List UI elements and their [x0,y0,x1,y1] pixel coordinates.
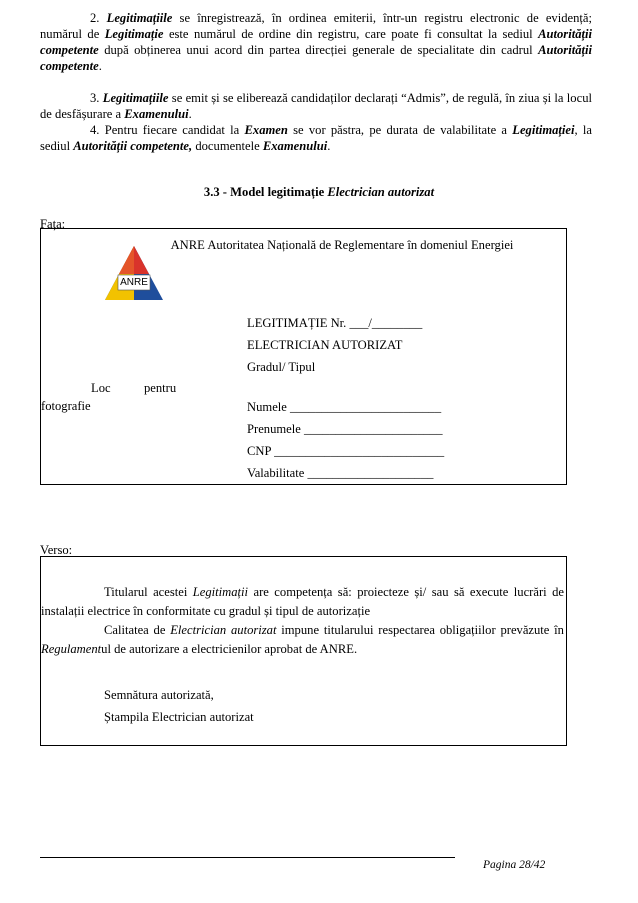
field-first-name: Prenumele ______________________ [247,422,443,436]
back-paragraph-2: Calitatea de Electrician autorizat impune titularului respectarea obligațiilor prevăzute în Regulamentul de autorizare a electricienilor aprobat de ANRE. [41,623,564,656]
field-validity: Valabilitate ____________________ [247,466,434,480]
front-label: Fața: [40,217,66,231]
photo-placeholder-pentru: pentru [144,381,177,395]
field-grade-type: Gradul/ Tipul [247,360,316,374]
paragraph-2: 2. Legitimațiile se înregistrează, în ordinea emiterii, într-un registru electronic de evidență; numărul de Legitimație este numărul de ordine din registru, care poate fi consultat la sediul Autorității competente după obținerea unui acord din partea direcției generale de specialitate din cadrul Autorității competente. [40,11,592,73]
back-paragraph-1: Titularul acestei Legitimații are competența să: proiecteze și/ sau să execute lucrări de instalații electrice în conformitate cu gradul și tipul de autorizație [41,585,564,618]
front-card [40,228,567,485]
field-cnp: CNP ___________________________ [247,444,445,458]
photo-placeholder-fotografie: fotografie [41,399,91,413]
paragraph-3: 3. Legitimațiile se emit și se eliberează candidaților declarați “Admis”, de regulă, în ziua și la locul de desfășurare a Examenului. [40,91,592,121]
logo-text: ANRE [120,277,148,288]
field-license-number: LEGITIMAȚIE Nr. ___/________ [247,316,423,330]
anre-logo [104,245,164,301]
photo-placeholder-loc: Loc [91,381,111,395]
footer-rule [40,857,455,858]
page-number: Pagina 28/42 [483,859,546,871]
paragraph-4: 4. Pentru fiecare candidat la Examen se vor păstra, pe durata de valabilitate a Legitimației, la sediul Autorității competente, documentele Examenului. [40,123,593,153]
stamp-label: Ștampila Electrician autorizat [104,710,254,724]
authority-name: ANRE Autoritatea Națională de Reglementare în domeniul Energiei [170,238,514,252]
signature-label: Semnătura autorizată, [104,688,214,702]
field-last-name: Numele ________________________ [247,400,442,414]
field-electrician-title: ELECTRICIAN AUTORIZAT [247,338,403,352]
anre-logo-icon [104,245,164,301]
section-heading: 3.3 - Model legitimație Electrician autorizat [203,185,435,199]
back-card [40,556,567,746]
back-label: Verso: [40,543,73,557]
